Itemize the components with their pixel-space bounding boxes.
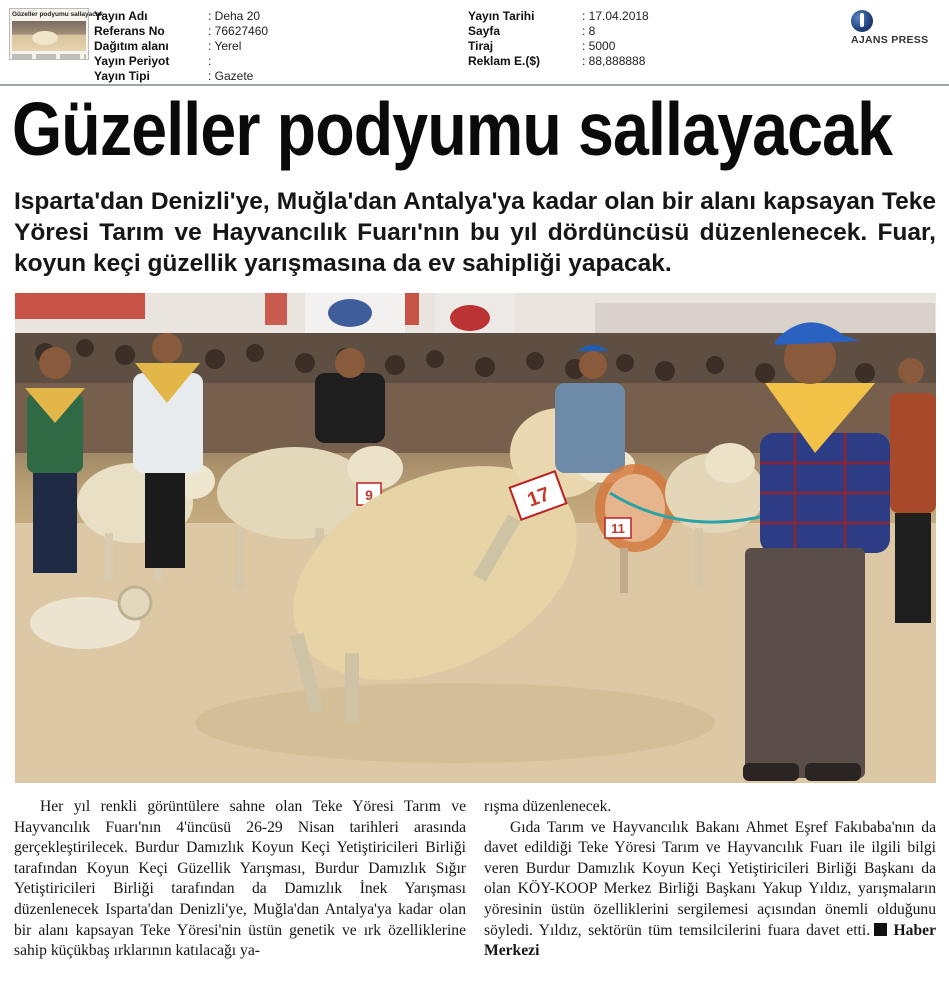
signature-square-icon <box>874 923 887 936</box>
article-photo <box>15 293 936 783</box>
body-paragraph-2 <box>484 818 936 962</box>
meta-value-publication-date <box>582 9 649 24</box>
meta-label: Referans No <box>94 24 165 38</box>
meta-value: : <box>208 54 212 68</box>
meta-value-distribution-area <box>208 39 241 54</box>
meta-row-circulation <box>468 39 493 54</box>
photo-tag-9: 9 <box>365 487 373 503</box>
meta-value: : 8 <box>582 24 596 38</box>
globe-icon <box>851 10 873 32</box>
meta-value: : 76627460 <box>208 24 269 38</box>
meta-value: : Deha 20 <box>208 9 261 23</box>
meta-value: : 88,888888 <box>582 54 646 68</box>
meta-value: : 17.04.2018 <box>582 9 649 23</box>
meta-row-publication-name <box>94 9 148 24</box>
meta-value-reference-no <box>208 24 268 39</box>
logo-text: AJANS PRESS <box>851 34 929 46</box>
clipping-meta-header <box>0 0 949 86</box>
meta-value-publication-type <box>208 69 253 84</box>
body-paragraph-1: Her yıl renkli görüntülere sahne olan Teke Yöresi Tarım ve Hayvancılık Fuarı'nın 4'üncüsü 26-29 Nisan tarihleri arasında gerçekleştirilecek. Burdur Damızlık Koyun Keçi Yetiştiricileri Birliği tarafından Koyun Keçi Güzellik Yarışması, Burdur Damızlık Sığır Yetiştiricileri Birliği tarafından da Damızlık İnek Yarışması düzenlenecek Isparta'dan Denizli'ye, Muğla'dan Antalya'ya kadar olan bir alanı kapsayan Teke Yöresi'nin üstün genetik ve ırk özelliklerine sahip küçükbaş ırklarının katılacağı ya- <box>14 798 466 960</box>
meta-label: Yayın Tipi <box>94 69 150 83</box>
meta-value: : Yerel <box>208 39 242 53</box>
photo-illustration <box>15 293 936 783</box>
meta-value-publication-name <box>208 9 260 24</box>
clipping-thumbnail[interactable] <box>9 8 104 60</box>
meta-value-ad-equivalent <box>582 54 645 69</box>
meta-value-publication-period <box>208 54 211 69</box>
meta-row-ad-equivalent <box>468 54 540 69</box>
meta-value-page <box>582 24 595 39</box>
meta-row-page <box>468 24 500 39</box>
article-lead: Isparta'dan Denizli'ye, Muğla'dan Antalya'ya kadar olan bir alanı kapsayan Teke Yöresi Tarım ve Hayvancılık Fuarı'nın bu yıl dördüncüsü düzenlenecek. Fuar, koyun keçi güzellik yarışmasına da ev sahipliği yapacak. <box>14 188 936 277</box>
thumbnail-text-lines <box>12 54 86 59</box>
article-headline: Güzeller podyumu sallayacak <box>12 87 893 171</box>
body-paragraph-continuation: rışma düzenlenecek. <box>484 798 612 815</box>
meta-label: Dağıtım alanı <box>94 39 169 53</box>
meta-value: : Gazete <box>208 69 254 83</box>
meta-label: Yayın Adı <box>94 9 148 23</box>
meta-label: Yayın Tarihi <box>468 9 535 23</box>
meta-row-distribution-area <box>94 39 169 54</box>
ajans-press-logo <box>848 9 940 49</box>
author-signature: Haber Merkezi <box>484 921 936 960</box>
article-body-column-2 <box>484 797 936 962</box>
meta-label: Yayın Periyot <box>94 54 170 68</box>
thumbnail-sheep-shape <box>32 31 58 45</box>
meta-value-circulation <box>582 39 615 54</box>
meta-value: : 5000 <box>582 39 616 53</box>
meta-row-publication-period <box>94 54 169 69</box>
meta-label: Reklam E.($) <box>468 54 541 68</box>
header-divider <box>0 84 949 86</box>
meta-row-publication-type <box>94 69 150 84</box>
meta-label: Sayfa <box>468 24 501 38</box>
photo-tag-17: 17 <box>524 483 553 512</box>
article-body-column-1 <box>14 797 466 962</box>
meta-label: Tiraj <box>468 39 494 53</box>
body-paragraph-2-text: Gıda Tarım ve Hayvancılık Bakanı Ahmet Eşref Fakıbaba'nın da davet edildiği Teke Yöresi Tarım ve Hayvancılık Fuarı ile ilgili bilgi veren Burdur Damızlık Koyun Keçi Yetiştiricileri Birliği Başkanı da olan KÖY-KOOP Merkez Birliği Başkanı Yakup Yıldız, yarışmaların yöresinin üstün özelliklerini sergilemesi açısından önemli olduğunu söyledi. Yıldız, sektörün tüm temsilcilerini fuara davet etti. <box>484 818 936 939</box>
meta-row-publication-date <box>468 9 534 24</box>
meta-row-reference-no <box>94 24 165 39</box>
thumbnail-title: Güzeller podyumu sallayacak <box>12 11 104 18</box>
photo-tag-11: 11 <box>611 521 625 536</box>
